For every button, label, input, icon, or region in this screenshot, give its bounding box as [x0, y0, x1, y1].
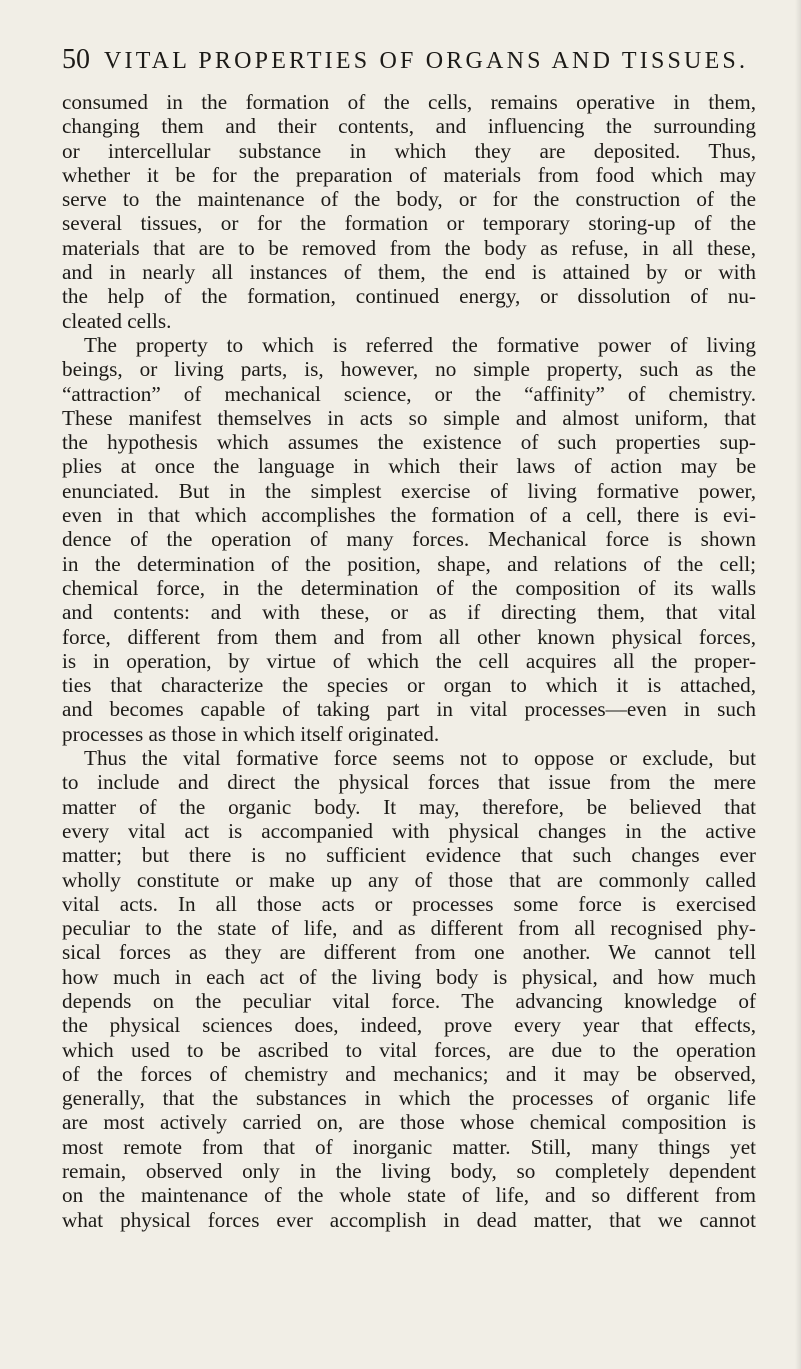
text-line: These manifest themselves in acts so simple and almost uniform, that: [62, 405, 756, 430]
text-line: force, different from them and from all other known physical forces,: [62, 624, 756, 649]
body-text: [62, 90, 756, 1232]
paragraph-start-line: Thus the vital formative force seems not to oppose or exclude, but: [84, 746, 756, 771]
text-line: consumed in the formation of the cells, remains operative in them,: [62, 90, 756, 114]
text-line: on the maintenance of the whole state of life, and so different from: [62, 1183, 756, 1208]
text-line: whether it be for the preparation of materials from food which may: [62, 162, 756, 187]
text-line: to include and direct the physical forces that issue from the mere: [62, 770, 756, 795]
text-line: changing them and their contents, and influencing the surrounding: [62, 114, 756, 139]
text-line: ties that characterize the species or organ to which it is attached,: [62, 673, 756, 698]
text-line: vital acts. In all those acts or processes some force is exercised: [62, 891, 756, 916]
text-line: and contents: and with these, or as if directing them, that vital: [62, 600, 756, 625]
text-line: several tissues, or for the formation or temporary storing-up of the: [62, 211, 756, 236]
text-line: in the determination of the position, shape, and relations of the cell;: [62, 551, 756, 576]
paragraph-start-line: The property to which is referred the formative power of living: [84, 332, 756, 357]
text-line: is in operation, by virtue of which the cell acquires all the proper-: [62, 648, 756, 673]
text-line: peculiar to the state of life, and as different from all recognised phy-: [62, 916, 756, 941]
text-line: and becomes capable of taking part in vital processes—even in such: [62, 697, 756, 722]
text-line: sical forces as they are different from one another. We cannot tell: [62, 940, 756, 965]
paragraph-end-line: cleated cells.: [62, 308, 172, 333]
text-line: matter of the organic body. It may, therefore, be believed that: [62, 794, 756, 819]
text-line: materials that are to be removed from the body as refuse, in all these,: [62, 235, 756, 260]
text-line: wholly constitute or make up any of those that are commonly called: [62, 867, 756, 892]
text-line: which used to be ascribed to vital forces, are due to the operation: [62, 1037, 756, 1062]
text-line: the hypothesis which assumes the existence of such properties sup-: [62, 430, 756, 455]
text-line: what physical forces ever accomplish in dead matter, that we cannot: [62, 1207, 756, 1232]
page-number: 50: [62, 44, 90, 75]
text-line: beings, or living parts, is, however, no simple property, such as the: [62, 357, 756, 382]
text-line: “attraction” of mechanical science, or the “affinity” of chemistry.: [62, 381, 756, 406]
text-line: remain, observed only in the living body, so completely dependent: [62, 1159, 756, 1184]
text-line: dence of the operation of many forces. Mechanical force is shown: [62, 527, 756, 552]
text-line: generally, that the substances in which the processes of organic life: [62, 1086, 756, 1111]
text-line: how much in each act of the living body is physical, and how much: [62, 964, 756, 989]
text-line: serve to the maintenance of the body, or for the construction of the: [62, 187, 756, 212]
text-line: and in nearly all instances of them, the end is attained by or with: [62, 260, 756, 285]
text-line: most remote from that of inorganic matter. Still, many things yet: [62, 1134, 756, 1159]
text-line: even in that which accomplishes the formation of a cell, there is evi-: [62, 503, 756, 528]
text-line: plies at once the language in which their laws of action may be: [62, 454, 756, 479]
text-line: are most actively carried on, are those whose chemical composition is: [62, 1110, 756, 1135]
text-line: the help of the formation, continued energy, or dissolution of nu-: [62, 284, 756, 309]
text-line: every vital act is accompanied with physical changes in the active: [62, 818, 756, 843]
text-line: enunciated. But in the simplest exercise of living formative power,: [62, 478, 756, 503]
text-line: chemical force, in the determination of the composition of its walls: [62, 575, 756, 600]
text-line: depends on the peculiar vital force. The advancing knowledge of: [62, 988, 756, 1013]
paragraph-end-line: processes as those in which itself originated.: [62, 721, 440, 746]
text-line: of the forces of chemistry and mechanics; and it may be observed,: [62, 1061, 756, 1086]
text-line: the physical sciences does, indeed, prove every year that effects,: [62, 1013, 756, 1038]
text-line: matter; but there is no sufficient evidence that such changes ever: [62, 843, 756, 868]
text-line: or intercellular substance in which they are deposited. Thus,: [62, 138, 756, 163]
running-title: VITAL PROPERTIES OF ORGANS AND TISSUES.: [104, 48, 749, 74]
page-edge-shadow: [795, 0, 801, 1369]
page-header: [62, 44, 752, 80]
